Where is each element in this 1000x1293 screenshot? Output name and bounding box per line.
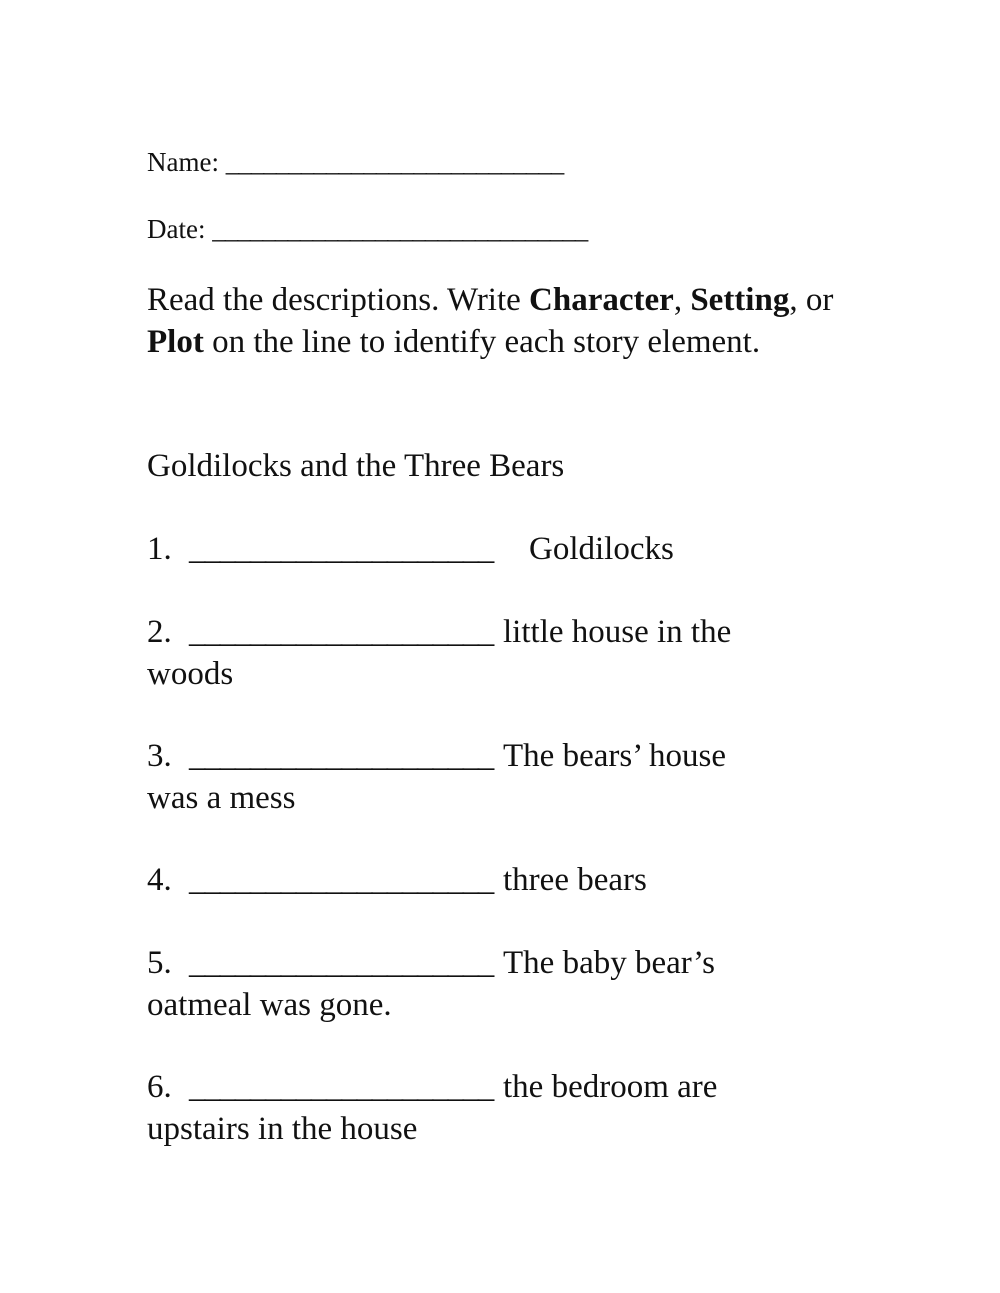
instructions-paragraph: [147, 280, 887, 363]
instructions-separator-2: , or: [789, 282, 834, 318]
item-description: little house in the: [503, 614, 732, 650]
item-number: 1.: [147, 531, 172, 567]
name-row: [147, 146, 563, 178]
item-description-continued: woods: [147, 655, 234, 692]
item-description-continued: oatmeal was gone.: [147, 986, 392, 1023]
answer-blank[interactable]: ____________________: [189, 945, 494, 981]
question-item: [147, 943, 867, 1026]
term-plot: Plot: [147, 323, 204, 360]
question-item: [147, 736, 867, 819]
name-blank-line: ___________________________: [225, 147, 564, 177]
item-description-continued: upstairs in the house: [147, 1110, 418, 1147]
answer-blank[interactable]: ____________________: [189, 531, 494, 567]
answer-blank[interactable]: ____________________: [189, 738, 494, 774]
date-row: [147, 213, 587, 245]
question-item: [147, 612, 867, 695]
date-blank-line: ______________________________: [212, 214, 588, 244]
item-number: 6.: [147, 1069, 172, 1105]
item-description: three bears: [503, 862, 647, 898]
date-label: Date:: [147, 214, 206, 244]
item-description-continued: was a mess: [147, 779, 296, 816]
name-label: Name:: [147, 147, 219, 177]
instructions-separator-1: ,: [673, 282, 691, 318]
item-description: The bears’ house: [503, 738, 726, 774]
item-number: 4.: [147, 862, 172, 898]
item-description: Goldilocks: [529, 531, 674, 567]
item-description: the bedroom are: [503, 1069, 718, 1105]
term-setting: Setting: [690, 282, 790, 318]
question-item: [147, 529, 867, 571]
instructions-text-end: on the line to identify each story element.: [203, 323, 761, 360]
item-number: 2.: [147, 614, 172, 650]
question-item: [147, 1067, 867, 1150]
item-description: The baby bear’s: [503, 945, 715, 981]
answer-blank[interactable]: ____________________: [189, 862, 494, 898]
instructions-text-start: Read the descriptions. Write: [147, 282, 530, 318]
item-number: 5.: [147, 945, 172, 981]
question-item: [147, 860, 867, 902]
story-title: Goldilocks and the Three Bears: [147, 448, 565, 484]
answer-blank[interactable]: ____________________: [189, 1069, 494, 1105]
term-character: Character: [529, 282, 674, 318]
answer-blank[interactable]: ____________________: [189, 614, 494, 650]
item-number: 3.: [147, 738, 172, 774]
